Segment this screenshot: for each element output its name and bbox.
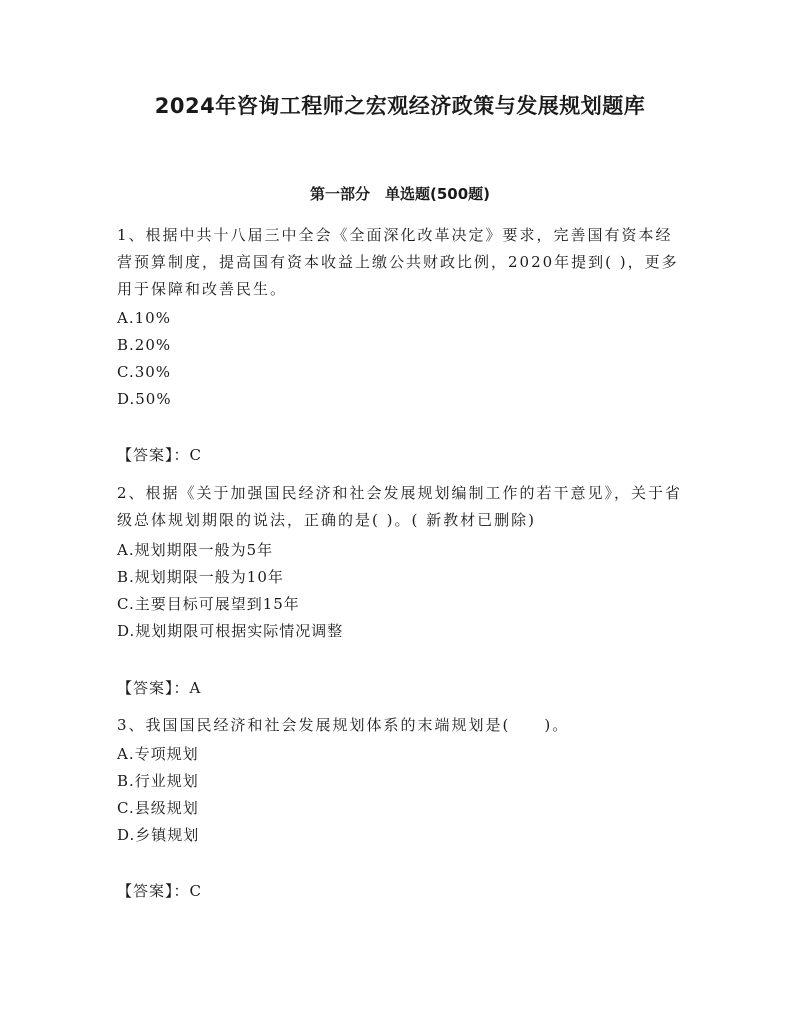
document-title: 2024年咨询工程师之宏观经济政策与发展规划题库 — [154, 94, 646, 118]
question-3-answer — [117, 880, 202, 901]
question-2-option-a: A.规划期限一般为5年 — [117, 541, 274, 559]
question-2-option-c: C.主要目标可展望到15年 — [117, 595, 300, 613]
question-2-answer — [117, 677, 201, 698]
question-3-option-a: A.专项规划 — [117, 745, 199, 763]
question-1-text: 1、根据中共十八届三中全会《全面深化改革决定》要求，完善国有资本经营预算制度，提高国有资本收益上缴公共财政比例，2020年提到( )，更多用于保障和改善民生。 — [117, 226, 679, 298]
answer-value: A — [189, 679, 202, 697]
answer-value: C — [189, 446, 202, 464]
answer-label: 【答案】： — [117, 446, 190, 464]
answer-label: 【答案】： — [117, 882, 190, 900]
question-1-option-a: A.10% — [117, 309, 171, 327]
question-3-option-d: D.乡镇规划 — [117, 826, 200, 844]
question-3-option-c: C.县级规划 — [117, 799, 199, 817]
question-3-text: 3、我国国民经济和社会发展规划体系的末端规划是( )。 — [117, 716, 570, 734]
answer-label: 【答案】： — [117, 679, 190, 697]
question-1-answer — [117, 444, 202, 465]
question-1-option-b: B.20% — [117, 336, 172, 354]
question-2-text: 2、根据《关于加强国民经济和社会发展规划编制工作的若干意见》，关于省级总体规划期限的说法，正确的是( )。( 新教材已删除) — [117, 484, 683, 529]
question-2-option-b: B.规划期限一般为10年 — [117, 568, 284, 586]
question-1-option-d: D.50% — [117, 390, 172, 408]
question-3-option-b: B.行业规划 — [117, 772, 199, 790]
answer-value: C — [189, 882, 202, 900]
question-1-option-c: C.30% — [117, 363, 172, 381]
question-2-option-d: D.规划期限可根据实际情况调整 — [117, 622, 344, 640]
section-heading: 第一部分 单选题(500题) — [309, 185, 491, 203]
